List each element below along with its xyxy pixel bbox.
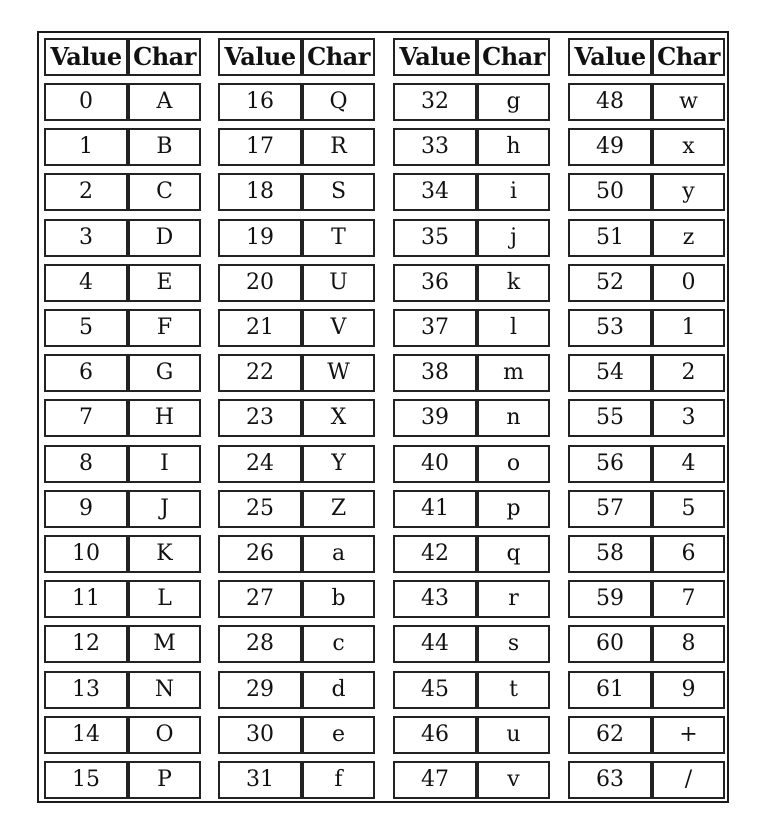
value-cell: 56 [568,445,652,483]
char-cell: t [477,671,550,709]
char-cell: 3 [652,399,725,437]
value-cell: 4 [44,264,128,302]
value-cell: 1 [44,128,128,166]
value-cell: 59 [568,580,652,618]
char-cell: l [477,309,550,347]
char-cell: W [302,354,375,392]
value-cell: 35 [393,219,477,257]
char-cell: 1 [652,309,725,347]
char-cell: U [302,264,375,302]
char-cell: g [477,83,550,121]
value-cell: 23 [218,399,302,437]
value-cell: 18 [218,173,302,211]
char-cell: R [302,128,375,166]
char-cell: A [128,83,201,121]
value-cell: 9 [44,490,128,528]
value-cell: 10 [44,535,128,573]
value-cell: 19 [218,219,302,257]
value-cell: 8 [44,445,128,483]
char-cell: 6 [652,535,725,573]
char-cell: p [477,490,550,528]
char-cell: J [128,490,201,528]
char-cell: b [302,580,375,618]
value-cell: 38 [393,354,477,392]
value-cell: 14 [44,716,128,754]
value-cell: 53 [568,309,652,347]
value-cell: 27 [218,580,302,618]
char-cell: I [128,445,201,483]
value-cell: 29 [218,671,302,709]
value-cell: 15 [44,761,128,799]
char-cell: r [477,580,550,618]
value-cell: 39 [393,399,477,437]
column-header-value: Value [218,38,302,76]
value-cell: 51 [568,219,652,257]
char-cell: m [477,354,550,392]
char-cell: E [128,264,201,302]
value-cell: 31 [218,761,302,799]
char-cell: u [477,716,550,754]
char-cell: c [302,625,375,663]
value-cell: 30 [218,716,302,754]
char-cell: f [302,761,375,799]
value-cell: 55 [568,399,652,437]
char-cell: G [128,354,201,392]
column-header-char: Char [128,38,201,76]
value-cell: 45 [393,671,477,709]
char-cell: H [128,399,201,437]
value-cell: 24 [218,445,302,483]
char-cell: x [652,128,725,166]
value-cell: 2 [44,173,128,211]
value-cell: 41 [393,490,477,528]
char-cell: / [652,761,725,799]
value-cell: 0 [44,83,128,121]
char-cell: 0 [652,264,725,302]
char-cell: L [128,580,201,618]
char-cell: X [302,399,375,437]
char-cell: 2 [652,354,725,392]
char-cell: Z [302,490,375,528]
char-cell: 5 [652,490,725,528]
value-cell: 5 [44,309,128,347]
char-cell: 4 [652,445,725,483]
char-cell: k [477,264,550,302]
value-cell: 40 [393,445,477,483]
value-cell: 36 [393,264,477,302]
char-cell: z [652,219,725,257]
column-header-char: Char [477,38,550,76]
char-cell: 7 [652,580,725,618]
char-cell: P [128,761,201,799]
value-cell: 17 [218,128,302,166]
value-cell: 63 [568,761,652,799]
value-cell: 52 [568,264,652,302]
value-cell: 46 [393,716,477,754]
value-cell: 44 [393,625,477,663]
char-cell: i [477,173,550,211]
char-cell: N [128,671,201,709]
char-cell: y [652,173,725,211]
value-cell: 47 [393,761,477,799]
value-cell: 37 [393,309,477,347]
char-cell: M [128,625,201,663]
value-cell: 48 [568,83,652,121]
char-cell: a [302,535,375,573]
value-cell: 20 [218,264,302,302]
value-cell: 16 [218,83,302,121]
value-cell: 42 [393,535,477,573]
column-header-char: Char [302,38,375,76]
char-cell: B [128,128,201,166]
value-cell: 34 [393,173,477,211]
value-cell: 32 [393,83,477,121]
value-cell: 7 [44,399,128,437]
char-cell: V [302,309,375,347]
char-cell: n [477,399,550,437]
value-cell: 62 [568,716,652,754]
char-cell: + [652,716,725,754]
char-cell: C [128,173,201,211]
char-cell: v [477,761,550,799]
char-cell: h [477,128,550,166]
char-cell: j [477,219,550,257]
char-cell: q [477,535,550,573]
value-cell: 21 [218,309,302,347]
value-cell: 60 [568,625,652,663]
char-cell: F [128,309,201,347]
value-cell: 6 [44,354,128,392]
char-cell: e [302,716,375,754]
value-cell: 13 [44,671,128,709]
value-cell: 28 [218,625,302,663]
char-cell: 8 [652,625,725,663]
column-header-value: Value [568,38,652,76]
value-cell: 33 [393,128,477,166]
char-cell: T [302,219,375,257]
value-cell: 61 [568,671,652,709]
value-cell: 54 [568,354,652,392]
char-cell: O [128,716,201,754]
char-cell: S [302,173,375,211]
char-cell: Q [302,83,375,121]
value-cell: 49 [568,128,652,166]
value-cell: 12 [44,625,128,663]
value-cell: 50 [568,173,652,211]
char-cell: 9 [652,671,725,709]
value-cell: 25 [218,490,302,528]
value-cell: 43 [393,580,477,618]
char-cell: o [477,445,550,483]
char-cell: Y [302,445,375,483]
char-cell: K [128,535,201,573]
value-cell: 22 [218,354,302,392]
value-cell: 58 [568,535,652,573]
char-cell: D [128,219,201,257]
value-cell: 3 [44,219,128,257]
value-cell: 57 [568,490,652,528]
column-header-char: Char [652,38,725,76]
value-cell: 26 [218,535,302,573]
column-header-value: Value [44,38,128,76]
char-cell: s [477,625,550,663]
column-header-value: Value [393,38,477,76]
char-cell: w [652,83,725,121]
value-cell: 11 [44,580,128,618]
char-cell: d [302,671,375,709]
